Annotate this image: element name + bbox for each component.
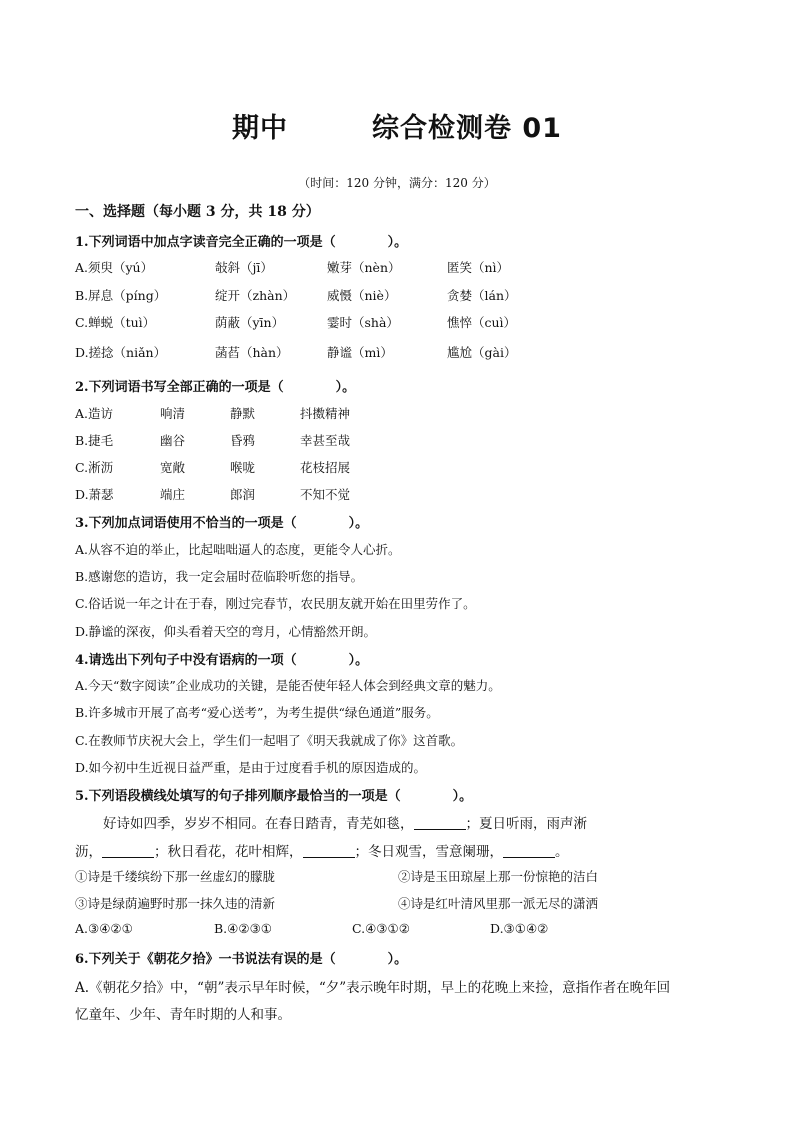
section-heading: 一、选择题（每小题 3 分，共 18 分） bbox=[75, 204, 320, 220]
q6-option-a-line-2: 忆童年、少年、青年时期的人和事。 bbox=[75, 1007, 291, 1023]
q2-word: 抖擞精神 bbox=[300, 406, 351, 421]
q2-word: 响清 bbox=[160, 406, 186, 421]
q2-option-d: D.萧瑟 bbox=[75, 487, 114, 502]
q1-word: 嫩芽（nèn） bbox=[327, 260, 401, 275]
q1-word: 尴尬（gài） bbox=[447, 345, 517, 360]
q4-option-c: C.在教师节庆祝大会上，学生们一起唱了《明天我就成了你》这首歌。 bbox=[75, 733, 464, 748]
q1-word: 憔悴（cuì） bbox=[447, 315, 517, 330]
question-6-stem: 6.下列关于《朝花夕拾》一书说法有误的是（ ）。 bbox=[75, 952, 408, 967]
q2-word: 端庄 bbox=[160, 487, 186, 502]
answer-blank bbox=[102, 845, 154, 858]
q1-word: 霎时（shà） bbox=[327, 315, 399, 330]
q3-option-b: B.感谢您的造访，我一定会届时莅临聆听您的指导。 bbox=[75, 569, 364, 584]
q1-word: 威慑（niè） bbox=[327, 288, 397, 303]
q4-option-b: B.许多城市开展了高考“爱心送考”，为考生提供“绿色通道”服务。 bbox=[75, 705, 439, 720]
q2-word: 花枝招展 bbox=[300, 460, 351, 475]
q5-passage-text: ；秋日看花，花叶相辉， bbox=[154, 844, 303, 860]
q5-passage-text: 沥， bbox=[75, 844, 102, 860]
q5-passage-line-1 bbox=[103, 812, 587, 832]
q5-choice-d: D.③①④② bbox=[490, 921, 549, 936]
answer-blank bbox=[503, 845, 555, 858]
q1-option-a: A.须臾（yú） bbox=[75, 260, 154, 275]
q1-word: 敧斜（jī） bbox=[215, 260, 273, 275]
answer-blank bbox=[414, 817, 466, 830]
q2-word: 郎润 bbox=[230, 487, 256, 502]
q2-word: 幸甚至哉 bbox=[300, 433, 351, 448]
q1-word: 匿笑（nì） bbox=[447, 260, 510, 275]
q2-word: 幽谷 bbox=[160, 433, 186, 448]
q2-option-b: B.捷毛 bbox=[75, 433, 114, 448]
q6-option-a-line-1: A.《朝花夕拾》中，“朝”表示早年时候，“夕”表示晚年时期，早上的花晚上来捡，意指作者在晚年回 bbox=[75, 980, 671, 996]
q1-word: 静谧（mì） bbox=[327, 345, 393, 360]
q3-option-c: C.俗话说一年之计在于春，刚过完春节，农民朋友就开始在田里劳作了。 bbox=[75, 596, 476, 611]
q5-item-4: ④诗是红叶清风里那一派无尽的潇洒 bbox=[398, 896, 599, 911]
q1-option-c: C.蝉蜕（tuì） bbox=[75, 315, 156, 330]
q2-word: 不知不觉 bbox=[300, 487, 351, 502]
q5-item-1: ①诗是千缕缤纷下那一丝虚幻的朦胧 bbox=[75, 869, 276, 884]
q5-choice-a: A.③④②① bbox=[75, 921, 133, 936]
q4-option-d: D.如今初中生近视日益严重，是由于过度看手机的原因造成的。 bbox=[75, 760, 427, 775]
question-5-stem: 5.下列语段横线处填写的句子排列顺序最恰当的一项是（ ）。 bbox=[75, 789, 473, 804]
q1-option-b: B.屏息（píng） bbox=[75, 288, 167, 303]
q5-passage-text: ；夏日听雨，雨声淅 bbox=[465, 816, 587, 832]
q5-passage-line-2 bbox=[75, 840, 569, 860]
q1-word: 绽开（zhàn） bbox=[215, 288, 296, 303]
question-1-stem: 1.下列词语中加点字读音完全正确的一项是（ ）。 bbox=[75, 235, 408, 250]
q3-option-d: D.静谧的深夜，仰头看着天空的弯月，心情豁然开朗。 bbox=[75, 624, 377, 639]
q4-option-a: A.今天“数字阅读”企业成功的关键，是能否使年轻人体会到经典文章的魅力。 bbox=[75, 678, 501, 693]
q5-passage-text: 好诗如四季，岁岁不相同。在春日踏青，青芜如毯， bbox=[103, 816, 414, 832]
q1-word: 菡萏（hàn） bbox=[215, 345, 289, 360]
q5-passage-text: 。 bbox=[555, 844, 569, 860]
q2-word: 喉咙 bbox=[230, 460, 256, 475]
exam-time-score: （时间：120 分钟，满分：120 分） bbox=[298, 176, 496, 190]
question-2-stem: 2.下列词语书写全部正确的一项是（ ）。 bbox=[75, 380, 356, 395]
q1-word: 贪婪（lán） bbox=[447, 288, 517, 303]
q5-choice-b: B.④②③① bbox=[214, 921, 272, 936]
q1-option-d: D.搓捻（niǎn） bbox=[75, 345, 167, 360]
q2-word: 昏鸦 bbox=[230, 433, 256, 448]
q5-passage-text: ；冬日观雪，雪意阑珊， bbox=[354, 844, 503, 860]
q5-item-2: ②诗是玉田琼屋上那一份惊艳的洁白 bbox=[398, 869, 599, 884]
q2-option-a: A.造访 bbox=[75, 406, 114, 421]
q5-choice-c: C.④③①② bbox=[352, 921, 410, 936]
q2-option-c: C.淅沥 bbox=[75, 460, 114, 475]
q3-option-a: A.从容不迫的举止，比起咄咄逼人的态度，更能令人心折。 bbox=[75, 542, 401, 557]
answer-blank bbox=[303, 845, 355, 858]
q1-word: 荫蔽（yīn） bbox=[215, 315, 285, 330]
exam-title: 期中 综合检测卷 01 bbox=[232, 113, 562, 144]
question-3-stem: 3.下列加点词语使用不恰当的一项是（ ）。 bbox=[75, 516, 369, 531]
question-4-stem: 4.请选出下列句子中没有语病的一项（ ）。 bbox=[75, 653, 369, 668]
q2-word: 静默 bbox=[230, 406, 256, 421]
q5-item-3: ③诗是绿荫遍野时那一抹久违的清新 bbox=[75, 896, 276, 911]
q2-word: 宽敞 bbox=[160, 460, 186, 475]
